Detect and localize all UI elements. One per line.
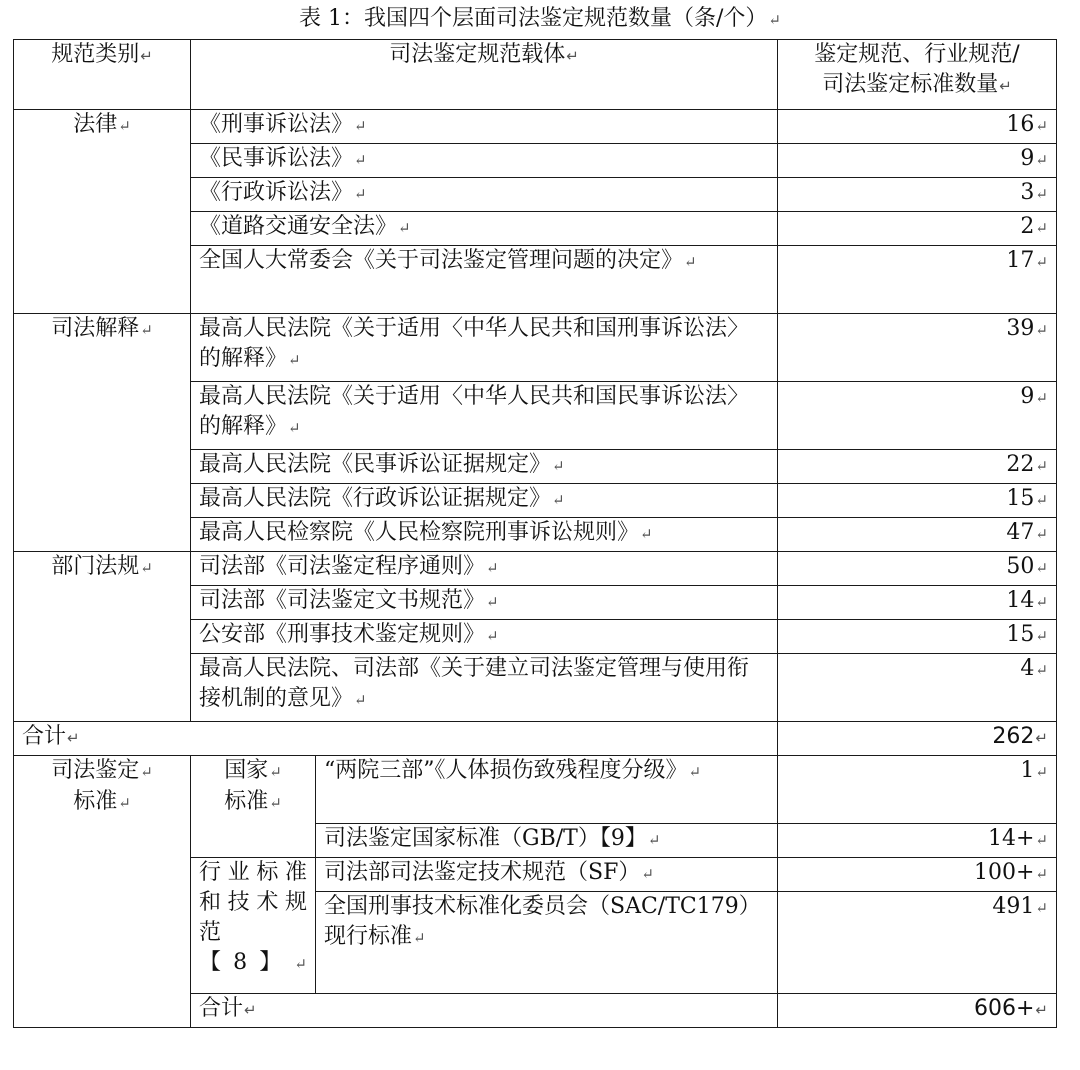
category-law: 法律↵ bbox=[14, 110, 191, 314]
paragraph-mark: ↵ bbox=[1035, 729, 1048, 747]
paragraph-mark: ↵ bbox=[486, 627, 499, 645]
carrier-cell: 司法部《司法鉴定文书规范》↵ bbox=[191, 586, 778, 620]
paragraph-mark: ↵ bbox=[1035, 491, 1048, 509]
table-row bbox=[14, 314, 1057, 382]
paragraph-mark: ↵ bbox=[768, 11, 781, 29]
header-row bbox=[14, 40, 1057, 110]
paragraph-mark: ↵ bbox=[1035, 593, 1048, 611]
carrier-cell: 公安部《刑事技术鉴定规则》↵ bbox=[191, 620, 778, 654]
paragraph-mark: ↵ bbox=[398, 219, 411, 237]
count-cell: 14+↵ bbox=[778, 824, 1057, 858]
carrier-cell: 《道路交通安全法》↵ bbox=[191, 212, 778, 246]
paragraph-mark: ↵ bbox=[118, 794, 131, 812]
count-cell: 491↵ bbox=[778, 892, 1057, 994]
count-cell: 14↵ bbox=[778, 586, 1057, 620]
paragraph-mark: ↵ bbox=[1035, 831, 1048, 849]
category-forensic-standards: 司法鉴定↵ 标准↵ bbox=[14, 756, 191, 1028]
carrier-cell: 司法部司法鉴定技术规范（SF）↵ bbox=[316, 858, 778, 892]
total-label: 合计↵ bbox=[14, 722, 778, 756]
paragraph-mark: ↵ bbox=[354, 117, 367, 135]
regulation-table bbox=[13, 39, 1057, 1028]
count-cell: 100+↵ bbox=[778, 858, 1057, 892]
paragraph-mark: ↵ bbox=[688, 763, 702, 781]
paragraph-mark: ↵ bbox=[1035, 1001, 1048, 1019]
paragraph-mark: ↵ bbox=[118, 117, 131, 135]
paragraph-mark: ↵ bbox=[1035, 151, 1048, 169]
paragraph-mark: ↵ bbox=[288, 419, 301, 437]
paragraph-mark: ↵ bbox=[684, 253, 697, 271]
paragraph-mark: ↵ bbox=[1035, 253, 1048, 271]
count-cell: 9↵ bbox=[778, 144, 1057, 178]
table-row bbox=[14, 756, 1057, 824]
total-value: 606+↵ bbox=[778, 994, 1057, 1028]
paragraph-mark: ↵ bbox=[486, 559, 499, 577]
count-cell: 39↵ bbox=[778, 314, 1057, 382]
paragraph-mark: ↵ bbox=[566, 47, 579, 65]
paragraph-mark: ↵ bbox=[1035, 661, 1048, 679]
count-cell: 17↵ bbox=[778, 246, 1057, 314]
count-cell: 4↵ bbox=[778, 654, 1057, 722]
paragraph-mark: ↵ bbox=[269, 763, 282, 781]
paragraph-mark: ↵ bbox=[647, 831, 661, 849]
count-cell: 47↵ bbox=[778, 518, 1057, 552]
paragraph-mark: ↵ bbox=[140, 321, 153, 339]
carrier-cell: 最高人民法院《关于适用〈中华人民共和国刑事诉讼法〉的解释》↵ bbox=[191, 314, 778, 382]
carrier-cell: 全国刑事技术标准化委员会（SAC/TC179）现行标准↵ bbox=[316, 892, 778, 994]
paragraph-mark: ↵ bbox=[269, 794, 282, 812]
paragraph-mark: ↵ bbox=[140, 559, 153, 577]
paragraph-mark: ↵ bbox=[140, 47, 153, 65]
table-row bbox=[14, 552, 1057, 586]
paragraph-mark: ↵ bbox=[1035, 389, 1048, 407]
header-category: 规范类别↵ bbox=[14, 40, 191, 110]
paragraph-mark: ↵ bbox=[354, 691, 367, 709]
carrier-cell: 《刑事诉讼法》↵ bbox=[191, 110, 778, 144]
paragraph-mark: ↵ bbox=[1035, 117, 1048, 135]
paragraph-mark: ↵ bbox=[140, 763, 153, 781]
count-cell: 2↵ bbox=[778, 212, 1057, 246]
paragraph-mark: ↵ bbox=[552, 457, 565, 475]
paragraph-mark: ↵ bbox=[641, 865, 654, 883]
paragraph-mark: ↵ bbox=[1035, 865, 1048, 883]
carrier-cell: 司法鉴定国家标准（GB/T）【9】↵ bbox=[316, 824, 778, 858]
paragraph-mark: ↵ bbox=[354, 151, 367, 169]
carrier-cell: 最高人民法院《关于适用〈中华人民共和国民事诉讼法〉的解释》↵ bbox=[191, 382, 778, 450]
paragraph-mark: ↵ bbox=[1035, 219, 1048, 237]
count-cell: 15↵ bbox=[778, 484, 1057, 518]
paragraph-mark: ↵ bbox=[1035, 627, 1048, 645]
total-row bbox=[14, 722, 1057, 756]
count-cell: 3↵ bbox=[778, 178, 1057, 212]
category-judicial-interpretation: 司法解释↵ bbox=[14, 314, 191, 552]
paragraph-mark: ↵ bbox=[244, 1001, 257, 1019]
paragraph-mark: ↵ bbox=[640, 525, 653, 543]
paragraph-mark: ↵ bbox=[1035, 457, 1048, 475]
count-cell: 50↵ bbox=[778, 552, 1057, 586]
paragraph-mark: ↵ bbox=[1035, 321, 1048, 339]
subcategory-national-standard: 国家↵ 标准↵ bbox=[191, 756, 316, 858]
count-cell: 15↵ bbox=[778, 620, 1057, 654]
carrier-cell: 最高人民检察院《人民检察院刑事诉讼规则》↵ bbox=[191, 518, 778, 552]
carrier-cell: 司法部《司法鉴定程序通则》↵ bbox=[191, 552, 778, 586]
paragraph-mark: ↵ bbox=[1035, 899, 1048, 917]
carrier-cell: 最高人民法院《民事诉讼证据规定》↵ bbox=[191, 450, 778, 484]
carrier-cell: 《行政诉讼法》↵ bbox=[191, 178, 778, 212]
total-label: 合计↵ bbox=[191, 994, 778, 1028]
paragraph-mark: ↵ bbox=[486, 593, 499, 611]
total-value: 262↵ bbox=[778, 722, 1057, 756]
paragraph-mark: ↵ bbox=[288, 351, 301, 369]
table-caption: 表 1：我国四个层面司法鉴定规范数量（条/个）↵ bbox=[299, 6, 781, 31]
paragraph-mark: ↵ bbox=[67, 729, 80, 747]
paragraph-mark: ↵ bbox=[413, 929, 426, 947]
carrier-cell: 最高人民法院《行政诉讼证据规定》↵ bbox=[191, 484, 778, 518]
carrier-cell: “两院三部”《人体损伤致残程度分级》↵ bbox=[316, 756, 778, 824]
carrier-cell: 最高人民法院、司法部《关于建立司法鉴定管理与使用衔接机制的意见》↵ bbox=[191, 654, 778, 722]
paragraph-mark: ↵ bbox=[999, 77, 1012, 95]
table-row bbox=[14, 110, 1057, 144]
paragraph-mark: ↵ bbox=[1035, 763, 1048, 781]
count-cell: 22↵ bbox=[778, 450, 1057, 484]
header-count: 鉴定规范、行业规范/ 司法鉴定标准数量↵ bbox=[778, 40, 1057, 110]
carrier-cell: 全国人大常委会《关于司法鉴定管理问题的决定》↵ bbox=[191, 246, 778, 314]
count-cell: 16↵ bbox=[778, 110, 1057, 144]
paragraph-mark: ↵ bbox=[1035, 525, 1048, 543]
header-carrier: 司法鉴定规范载体↵ bbox=[191, 40, 778, 110]
category-department-regulations: 部门法规↵ bbox=[14, 552, 191, 722]
count-cell: 9↵ bbox=[778, 382, 1057, 450]
paragraph-mark: ↵ bbox=[552, 491, 565, 509]
paragraph-mark: ↵ bbox=[1035, 559, 1048, 577]
count-cell: 1↵ bbox=[778, 756, 1057, 824]
paragraph-mark: ↵ bbox=[354, 185, 367, 203]
paragraph-mark: ↵ bbox=[294, 955, 307, 973]
subcategory-industry-standard: 行业标准和技术规范 【8】↵ bbox=[191, 858, 316, 994]
paragraph-mark: ↵ bbox=[1035, 185, 1048, 203]
carrier-cell: 《民事诉讼法》↵ bbox=[191, 144, 778, 178]
